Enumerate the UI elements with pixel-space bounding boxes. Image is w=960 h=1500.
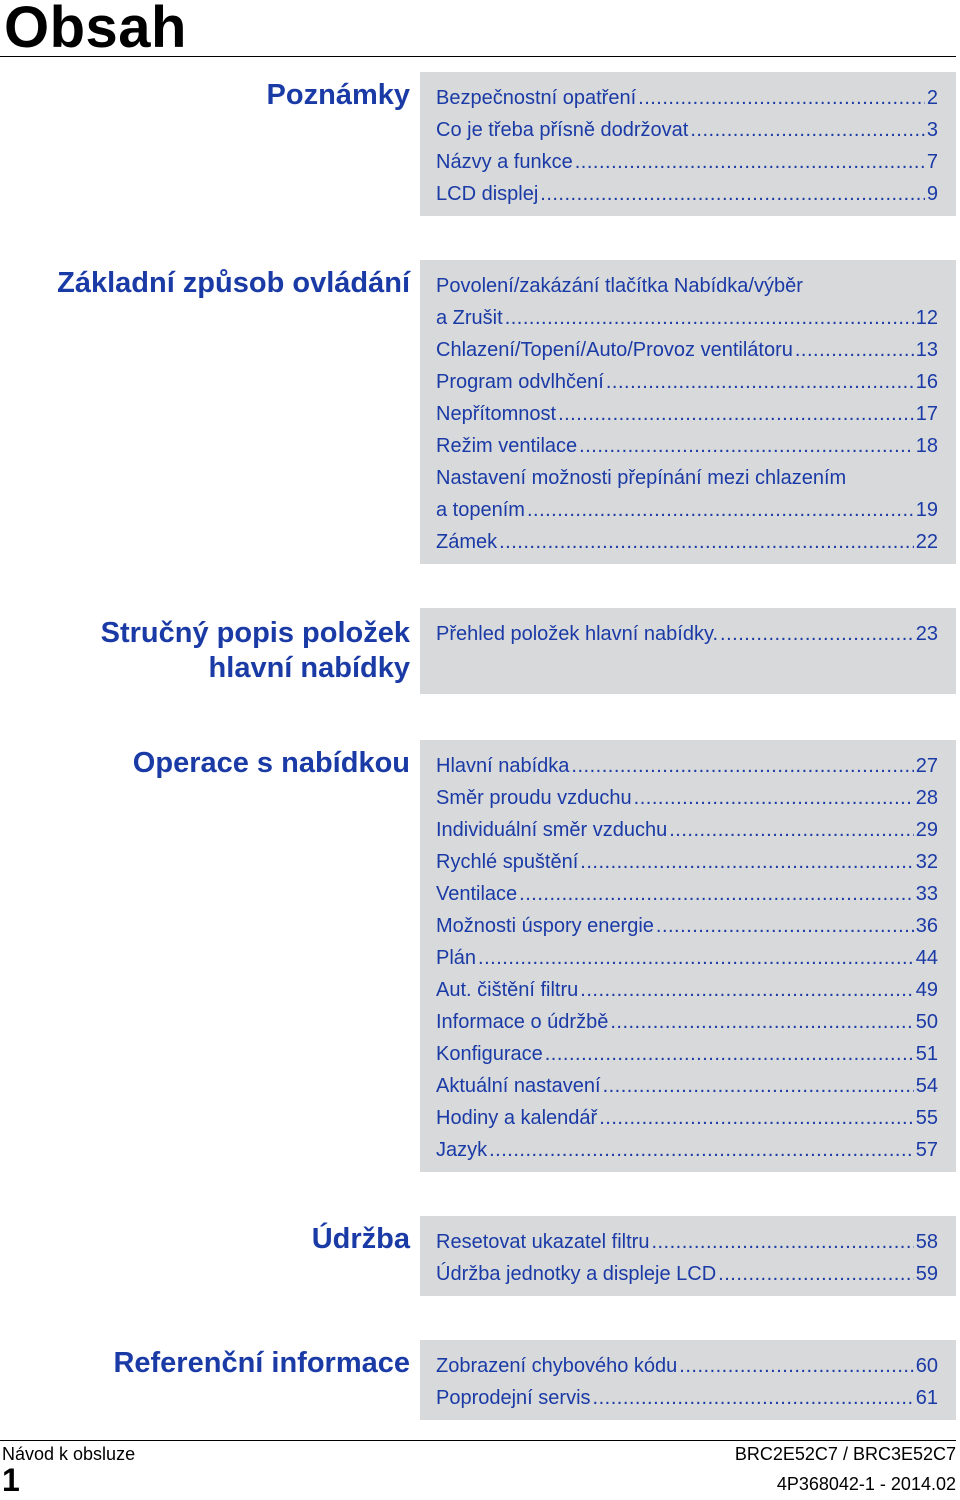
- dot-leader: [558, 398, 914, 430]
- dot-leader: [656, 910, 914, 942]
- footer-divider: [0, 1440, 956, 1441]
- toc-entry-title[interactable]: Poprodejní servis: [436, 1387, 591, 1409]
- section-heading-line: Základní způsob ovládání: [57, 267, 410, 299]
- toc-entry-page-number[interactable]: 60: [915, 1355, 938, 1377]
- toc-entry[interactable]: [436, 302, 938, 334]
- toc-entry[interactable]: [436, 82, 938, 114]
- dot-leader: [679, 1350, 913, 1382]
- toc-entry[interactable]: [436, 1350, 938, 1382]
- footer-manual-label: Návod k obsluze: [2, 1444, 136, 1464]
- toc-entry[interactable]: [436, 1258, 938, 1290]
- dot-leader: [795, 334, 914, 366]
- dot-leader: [575, 146, 925, 178]
- toc-entry-title[interactable]: Informace o údržbě: [436, 1011, 609, 1033]
- section-heading: [0, 266, 410, 301]
- toc-entry-page-number[interactable]: 49: [915, 979, 938, 1001]
- page-title: Obsah: [4, 0, 187, 60]
- toc-entry-page-number[interactable]: 55: [915, 1107, 938, 1129]
- toc-entry[interactable]: [436, 526, 938, 558]
- toc-entry-page-number[interactable]: 7: [926, 151, 938, 173]
- dot-leader: [634, 782, 914, 814]
- section-heading: [0, 616, 410, 686]
- dot-leader: [690, 114, 925, 146]
- toc-entry[interactable]: [436, 114, 938, 146]
- section-entries-box: [420, 1340, 956, 1420]
- toc-entry-title[interactable]: LCD displej: [436, 183, 539, 205]
- toc-entry-title[interactable]: a topením: [436, 499, 525, 521]
- toc-entry-title[interactable]: a Zrušit: [436, 307, 503, 329]
- toc-entry-title[interactable]: Nepřítomnost: [436, 403, 557, 425]
- section-entries-box: [420, 260, 956, 564]
- section-heading-line: Operace s nabídkou: [132, 747, 410, 779]
- toc-entry[interactable]: [436, 942, 938, 974]
- dot-leader: [599, 1102, 914, 1134]
- toc-entry-page-number[interactable]: 33: [915, 883, 938, 905]
- section-heading-line: Poznámky: [266, 79, 410, 111]
- toc-entry[interactable]: [436, 334, 938, 366]
- toc-entry[interactable]: [436, 1102, 938, 1134]
- dot-leader: [489, 1134, 914, 1166]
- section-heading: [0, 78, 410, 113]
- toc-entry-title[interactable]: Plán: [436, 947, 477, 969]
- dot-leader: [669, 814, 914, 846]
- toc-entry-page-number[interactable]: 2: [926, 87, 938, 109]
- section-entries-box: [420, 740, 956, 1172]
- toc-entry-title[interactable]: Jazyk: [436, 1139, 488, 1161]
- dot-leader: [720, 618, 914, 650]
- dot-leader: [505, 302, 914, 334]
- toc-entry-title[interactable]: Přehled položek hlavní nabídky.: [436, 623, 719, 645]
- toc-entry-page-number[interactable]: 3: [926, 119, 938, 141]
- dot-leader: [638, 82, 925, 114]
- toc-entry-page-number[interactable]: 59: [915, 1263, 938, 1285]
- dot-leader: [545, 1038, 914, 1070]
- section-heading-line: Referenční informace: [113, 1347, 410, 1379]
- toc-entry[interactable]: [436, 398, 938, 430]
- section-heading: [0, 1346, 410, 1381]
- toc-entry-title[interactable]: Údržba jednotky a displeje LCD: [436, 1263, 717, 1285]
- dot-leader: [519, 878, 914, 910]
- dot-leader: [580, 846, 913, 878]
- toc-entry-title[interactable]: Režim ventilace: [436, 435, 578, 457]
- toc-entry-title[interactable]: Konfigurace: [436, 1043, 543, 1065]
- dot-leader: [651, 1226, 913, 1258]
- toc-entry[interactable]: [436, 1006, 938, 1038]
- section-heading-line: hlavní nabídky: [208, 652, 410, 684]
- toc-entry-page-number[interactable]: 51: [915, 1043, 938, 1065]
- toc-entry-page-number[interactable]: 44: [915, 947, 938, 969]
- toc-entry-page-number[interactable]: 22: [915, 531, 938, 553]
- toc-entry-page-number[interactable]: 17: [915, 403, 938, 425]
- toc-entry-page-number[interactable]: 12: [915, 307, 938, 329]
- toc-entry-page-number[interactable]: 28: [915, 787, 938, 809]
- toc-entry[interactable]: [436, 146, 938, 178]
- toc-entry[interactable]: [436, 782, 938, 814]
- section-entries-box: [420, 1216, 956, 1296]
- toc-entry-title[interactable]: Aktuální nastavení: [436, 1075, 601, 1097]
- toc-entry-page-number[interactable]: 50: [915, 1011, 938, 1033]
- toc-entry[interactable]: [436, 846, 938, 878]
- toc-entry[interactable]: [436, 878, 938, 910]
- toc-entry-title[interactable]: Resetovat ukazatel filtru: [436, 1231, 650, 1253]
- toc-entry-page-number[interactable]: 27: [915, 755, 938, 777]
- toc-entry[interactable]: [436, 1382, 938, 1414]
- footer-page-number: 1: [2, 1462, 20, 1498]
- dot-leader: [610, 1006, 913, 1038]
- toc-entry[interactable]: [436, 618, 938, 650]
- dot-leader: [606, 366, 914, 398]
- toc-entry-title-line[interactable]: Nastavení možnosti přepínání mezi chlazením: [436, 467, 847, 489]
- section-entries-box: [420, 608, 956, 694]
- dot-leader: [571, 750, 913, 782]
- dot-leader: [593, 1382, 914, 1414]
- dot-leader: [579, 430, 914, 462]
- toc-entry-page-number[interactable]: 29: [915, 819, 938, 841]
- toc-entry[interactable]: [436, 1134, 938, 1166]
- toc-entry-title[interactable]: Názvy a funkce: [436, 151, 573, 173]
- toc-entry-title[interactable]: Aut. čištění filtru: [436, 979, 579, 1001]
- toc-entry[interactable]: [436, 974, 938, 1006]
- toc-entry-title[interactable]: Zámek: [436, 531, 498, 553]
- section-heading-line: Údržba: [311, 1223, 410, 1255]
- toc-entry-page-number[interactable]: 57: [915, 1139, 938, 1161]
- toc-entry-title[interactable]: Chlazení/Topení/Auto/Provoz ventilátoru: [436, 339, 793, 361]
- toc-entry-title[interactable]: Ventilace: [436, 883, 518, 905]
- toc-entry[interactable]: [436, 1070, 938, 1102]
- toc-entry-page-number[interactable]: 23: [915, 623, 938, 645]
- toc-entry[interactable]: [436, 1226, 938, 1258]
- toc-entry-page-number[interactable]: 18: [915, 435, 938, 457]
- toc-entry[interactable]: [436, 178, 938, 210]
- dot-leader: [540, 178, 925, 210]
- toc-entry[interactable]: [436, 1038, 938, 1070]
- toc-entry-page-number[interactable]: 9: [926, 183, 938, 205]
- footer-models: BRC2E52C7 / BRC3E52C7: [734, 1444, 956, 1464]
- toc-entry[interactable]: [436, 430, 938, 462]
- section-heading-line: Stručný popis položek: [100, 617, 410, 649]
- dot-leader: [718, 1258, 914, 1290]
- toc-entry-title[interactable]: Individuální směr vzduchu: [436, 819, 668, 841]
- toc-entry[interactable]: [436, 910, 938, 942]
- toc-entry-page-number[interactable]: 58: [915, 1231, 938, 1253]
- dot-leader: [478, 942, 914, 974]
- toc-entry-title[interactable]: Hodiny a kalendář: [436, 1107, 598, 1129]
- section-entries-box: [420, 72, 956, 216]
- toc-entry-page-number[interactable]: 61: [915, 1387, 938, 1409]
- dot-leader: [580, 974, 913, 1006]
- toc-entry-title[interactable]: Bezpečnostní opatření: [436, 87, 637, 109]
- title-divider: [0, 56, 956, 57]
- toc-entry[interactable]: [436, 494, 938, 526]
- section-heading: [0, 746, 410, 781]
- toc-entry-title[interactable]: Program odvlhčení: [436, 371, 604, 393]
- dot-leader: [603, 1070, 914, 1102]
- toc-entry-page-number[interactable]: 13: [915, 339, 938, 361]
- toc-entry-title[interactable]: Rychlé spuštění: [436, 851, 579, 873]
- toc-entry-title[interactable]: Zobrazení chybového kódu: [436, 1355, 678, 1377]
- section-heading: [0, 1222, 410, 1257]
- toc-entry-page-number[interactable]: 32: [915, 851, 938, 873]
- dot-leader: [527, 494, 914, 526]
- toc-entry-title[interactable]: Co je třeba přísně dodržovat: [436, 119, 689, 141]
- toc-entry-page-number[interactable]: 54: [915, 1075, 938, 1097]
- toc-entry-title-line[interactable]: Povolení/zakázání tlačítka Nabídka/výběr: [436, 275, 803, 297]
- toc-entry-page-number[interactable]: 16: [915, 371, 938, 393]
- toc-entry-page-number[interactable]: 36: [915, 915, 938, 937]
- toc-entry[interactable]: [436, 814, 938, 846]
- toc-entry-title[interactable]: Směr proudu vzduchu: [436, 787, 632, 809]
- toc-entry-title[interactable]: Hlavní nabídka: [436, 755, 570, 777]
- toc-entry-page-number[interactable]: 19: [915, 499, 938, 521]
- footer-doc-code: 4P368042-1 - 2014.02: [776, 1474, 956, 1494]
- dot-leader: [499, 526, 914, 558]
- toc-entry[interactable]: [436, 750, 938, 782]
- toc-entry-title[interactable]: Možnosti úspory energie: [436, 915, 654, 937]
- toc-entry[interactable]: [436, 366, 938, 398]
